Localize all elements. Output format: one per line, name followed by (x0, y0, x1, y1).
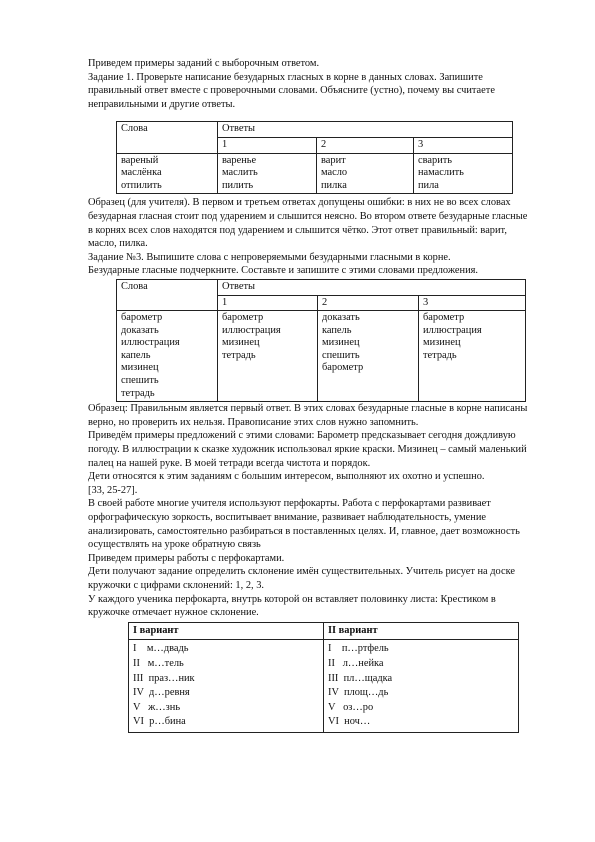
answer-1-cell: барометр иллюстрация мизинец тетрадь (218, 311, 318, 402)
task-3-line-2: Безударные гласные подчеркните. Составьте и запишите с этими словами предложения. (88, 265, 479, 277)
answer-3-cell: сварить намаслить пила (414, 153, 513, 194)
sample-2-text: Образец: Правильным является первый ответ. В этих словах безударные гласные в корне написаны верно, но проверить их нельзя. Правописание этих слов нужно запомнить. (88, 403, 528, 428)
answer-number: 1 (218, 137, 317, 153)
sample-1-text: Образец (для учителя). В первом и третьем ответах допущены ошибки: в них не во всех словах безударная гласная стоит под ударением и слышится неясно. Во втором ответе безударные гласные в корнях всех слов находятся под ударением и слышится чётко. Этот ответ правильный: варит, масло, пилка. (88, 197, 528, 250)
table-variants (128, 622, 519, 733)
answer-1-cell: варенье маслить пилить (218, 153, 317, 194)
header-answers: Ответы (218, 122, 513, 138)
header-answers: Ответы (218, 279, 526, 295)
variant-2-list: I п…ртфель II л…нейка III пл…щадка IV площ…дь V оз…ро VI ноч… (324, 640, 519, 733)
words-cell: барометр доказать иллюстрация капель мизинец спешить тетрадь (117, 311, 218, 402)
reference-text: [33, 25-27]. (88, 484, 138, 496)
punch-example-text: Приведем примеры работы с перфокартами. (88, 552, 285, 564)
intro-text: Приведем примеры заданий с выборочным ответом. (88, 58, 320, 69)
declension-text: Дети получают задание определить склонение имён существительных. Учитель рисует на доске кружочки с цифрами склонений: 1, 2, 3. (88, 566, 516, 591)
answer-2-cell: доказать капель мизинец спешить барометр (318, 311, 419, 402)
answer-2-cell: варит масло пилка (317, 153, 414, 194)
answer-number: 3 (419, 295, 526, 311)
document-page (88, 57, 533, 733)
table-task-3 (116, 279, 526, 402)
variant-1-header: I вариант (129, 622, 324, 640)
answer-number: 2 (317, 137, 414, 153)
variant-1-list: I м…двадь II м…тель III праз…ник IV д…ревня V ж…знь VI р…бина (129, 640, 324, 733)
children-text: Дети относятся к этим заданиям с большим интересом, выполняют их охотно и успешно. (88, 471, 485, 483)
answer-number: 1 (218, 295, 318, 311)
words-cell: вареный маслёнка отпилить (117, 153, 218, 194)
task-1-text: Задание 1. Проверьте написание безударных гласных в корне в данных словах. Запишите правильный ответ вместе с проверочными словами. Объясните (устно), почему вы считаете неправильными и другие ответы. (88, 71, 495, 110)
punch-cards-text: В своей работе многие учителя используют перфокарты. Работа с перфокартами развивает орфографическую зоркость, воспитывает внимание, развивает наблюдательность, умение анализировать, самостоятельно разбираться в поставленных целях. И, главное, дает возможность осуществлять на уроке обратную связь (88, 498, 520, 551)
answer-number: 2 (318, 295, 419, 311)
table-task-1 (116, 121, 513, 194)
each-student-text: У каждого ученика перфокарта, внутрь которой он вставляет половинку листа: Крестиком в кружочке отмечает нужное склонение. (88, 593, 496, 619)
header-words: Слова (117, 122, 218, 153)
sentences-text: Приведём примеры предложений с этими словами: Барометр предсказывает сегодня дождливую погоду. В иллюстрации к сказке художник использовал яркие краски. Мизинец – самый маленький палец на нашей руке. В моей тетради всегда чистота и порядок. (88, 430, 527, 469)
variant-2-header: II вариант (324, 622, 519, 640)
answer-number: 3 (414, 137, 513, 153)
answer-3-cell: барометр иллюстрация мизинец тетрадь (419, 311, 526, 402)
header-words: Слова (117, 279, 218, 310)
task-3-line-1: Задание №3. Выпишите слова с непроверяемыми безударными гласными в корне. (88, 251, 451, 263)
